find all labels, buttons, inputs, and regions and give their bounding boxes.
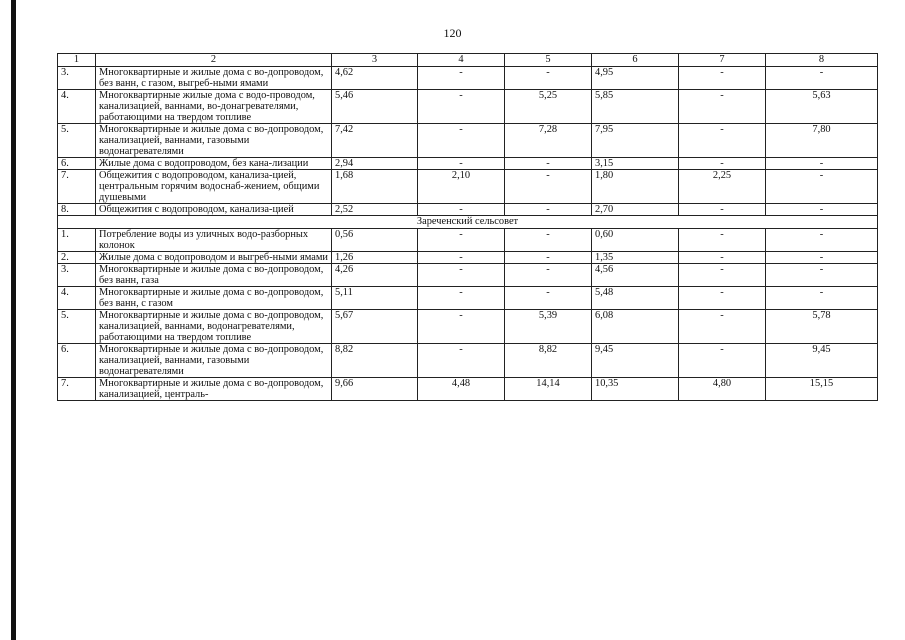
- value-col-4: -: [418, 90, 505, 124]
- row-number: 1.: [58, 229, 96, 252]
- row-number: 5.: [58, 124, 96, 158]
- row-number: 6.: [58, 158, 96, 170]
- value-col-5: 5,25: [505, 90, 592, 124]
- value-col-8: 5,63: [766, 90, 878, 124]
- col-header: 8: [766, 54, 878, 67]
- value-col-8: 5,78: [766, 310, 878, 344]
- value-col-4: -: [418, 124, 505, 158]
- value-col-3: 7,42: [332, 124, 418, 158]
- col-header: 6: [592, 54, 679, 67]
- table-row: [58, 124, 878, 158]
- table-row: [58, 287, 878, 310]
- value-col-8: -: [766, 67, 878, 90]
- value-col-3: 2,94: [332, 158, 418, 170]
- value-col-5: 14,14: [505, 378, 592, 401]
- value-col-7: -: [679, 124, 766, 158]
- table-row: [58, 229, 878, 252]
- value-col-4: 4,48: [418, 378, 505, 401]
- value-col-6: 5,48: [592, 287, 679, 310]
- value-col-3: 4,62: [332, 67, 418, 90]
- water-consumption-table: [57, 53, 878, 401]
- value-col-7: -: [679, 264, 766, 287]
- value-col-5: -: [505, 170, 592, 204]
- value-col-6: 6,08: [592, 310, 679, 344]
- value-col-3: 4,26: [332, 264, 418, 287]
- section-heading-row: [58, 216, 878, 229]
- value-col-3: 1,26: [332, 252, 418, 264]
- row-number: 6.: [58, 344, 96, 378]
- value-col-3: 0,56: [332, 229, 418, 252]
- value-col-4: -: [418, 204, 505, 216]
- table-row: [58, 310, 878, 344]
- row-description: Многоквартирные и жилые дома с во-допроводом, канализацией, ваннами, газовыми водонагревателями: [96, 344, 332, 378]
- value-col-8: -: [766, 204, 878, 216]
- value-col-3: 2,52: [332, 204, 418, 216]
- row-description: Многоквартирные и жилые дома с во-допроводом, без ванн, с газом, выгреб-ными ямами: [96, 67, 332, 90]
- table-row: [58, 204, 878, 216]
- value-col-4: -: [418, 310, 505, 344]
- row-description: Многоквартирные и жилые дома с во-допроводом, канализацией, централь-: [96, 378, 332, 401]
- value-col-4: -: [418, 264, 505, 287]
- scan-edge-bar: [11, 0, 16, 640]
- row-number: 7.: [58, 170, 96, 204]
- value-col-7: 2,25: [679, 170, 766, 204]
- value-col-4: 2,10: [418, 170, 505, 204]
- table-row: [58, 378, 878, 401]
- row-description: Потребление воды из уличных водо-разборных колонок: [96, 229, 332, 252]
- value-col-5: -: [505, 264, 592, 287]
- value-col-8: 9,45: [766, 344, 878, 378]
- value-col-7: -: [679, 310, 766, 344]
- value-col-6: 7,95: [592, 124, 679, 158]
- table-row: [58, 344, 878, 378]
- value-col-5: 8,82: [505, 344, 592, 378]
- value-col-4: -: [418, 287, 505, 310]
- value-col-3: 8,82: [332, 344, 418, 378]
- value-col-8: -: [766, 287, 878, 310]
- value-col-7: -: [679, 204, 766, 216]
- row-description: Многоквартирные и жилые дома с во-допроводом, без ванн, с газом: [96, 287, 332, 310]
- value-col-4: -: [418, 67, 505, 90]
- value-col-6: 1,80: [592, 170, 679, 204]
- row-number: 5.: [58, 310, 96, 344]
- section-title: Зареченский сельсовет: [58, 216, 878, 229]
- row-description: Многоквартирные и жилые дома с во-допроводом, канализацией, ваннами, газовыми водонагревателями: [96, 124, 332, 158]
- col-header: 5: [505, 54, 592, 67]
- value-col-4: -: [418, 158, 505, 170]
- table-row: [58, 170, 878, 204]
- row-number: 4.: [58, 90, 96, 124]
- row-description: Общежития с водопроводом, канализа-цией, центральным горячим водоснаб-жением, общими душевыми: [96, 170, 332, 204]
- table-row: [58, 158, 878, 170]
- value-col-6: 10,35: [592, 378, 679, 401]
- value-col-3: 5,46: [332, 90, 418, 124]
- value-col-6: 1,35: [592, 252, 679, 264]
- col-header: 7: [679, 54, 766, 67]
- table-section-a: [58, 67, 878, 216]
- row-description: Многоквартирные и жилые дома с во-допроводом, канализацией, ваннами, водонагревателями, работающими на твердом топливе: [96, 310, 332, 344]
- value-col-7: 4,80: [679, 378, 766, 401]
- row-description: Жилые дома с водопроводом, без кана-лизации: [96, 158, 332, 170]
- value-col-7: -: [679, 67, 766, 90]
- value-col-6: 4,56: [592, 264, 679, 287]
- value-col-5: -: [505, 158, 592, 170]
- value-col-4: -: [418, 229, 505, 252]
- table-section-b: [58, 229, 878, 401]
- row-number: 3.: [58, 67, 96, 90]
- value-col-3: 5,67: [332, 310, 418, 344]
- row-number: 4.: [58, 287, 96, 310]
- value-col-6: 4,95: [592, 67, 679, 90]
- row-description: Многоквартирные и жилые дома с во-допроводом, без ванн, газа: [96, 264, 332, 287]
- value-col-8: -: [766, 229, 878, 252]
- row-number: 7.: [58, 378, 96, 401]
- value-col-5: 5,39: [505, 310, 592, 344]
- value-col-8: -: [766, 264, 878, 287]
- row-description: Жилые дома с водопроводом и выгреб-ными ямами: [96, 252, 332, 264]
- value-col-8: 15,15: [766, 378, 878, 401]
- value-col-7: -: [679, 158, 766, 170]
- value-col-7: -: [679, 287, 766, 310]
- value-col-4: -: [418, 344, 505, 378]
- value-col-6: 5,85: [592, 90, 679, 124]
- value-col-3: 9,66: [332, 378, 418, 401]
- column-number-row: [58, 54, 878, 67]
- value-col-8: -: [766, 252, 878, 264]
- col-header: 1: [58, 54, 96, 67]
- table-row: [58, 67, 878, 90]
- value-col-8: -: [766, 170, 878, 204]
- value-col-7: -: [679, 252, 766, 264]
- value-col-6: 3,15: [592, 158, 679, 170]
- value-col-7: -: [679, 229, 766, 252]
- value-col-6: 2,70: [592, 204, 679, 216]
- table-row: [58, 264, 878, 287]
- value-col-5: 7,28: [505, 124, 592, 158]
- row-number: 3.: [58, 264, 96, 287]
- value-col-8: -: [766, 158, 878, 170]
- row-number: 2.: [58, 252, 96, 264]
- page-number: 120: [443, 26, 462, 40]
- value-col-5: -: [505, 204, 592, 216]
- col-header: 4: [418, 54, 505, 67]
- value-col-6: 0,60: [592, 229, 679, 252]
- value-col-7: -: [679, 90, 766, 124]
- row-number: 8.: [58, 204, 96, 216]
- value-col-5: -: [505, 229, 592, 252]
- row-description: Общежития с водопроводом, канализа-цией: [96, 204, 332, 216]
- col-header: 2: [96, 54, 332, 67]
- value-col-8: 7,80: [766, 124, 878, 158]
- table-row: [58, 90, 878, 124]
- value-col-5: -: [505, 252, 592, 264]
- value-col-3: 1,68: [332, 170, 418, 204]
- value-col-7: -: [679, 344, 766, 378]
- value-col-3: 5,11: [332, 287, 418, 310]
- col-header: 3: [332, 54, 418, 67]
- value-col-5: -: [505, 287, 592, 310]
- table-row: [58, 252, 878, 264]
- value-col-4: -: [418, 252, 505, 264]
- row-description: Многоквартирные жилые дома с водо-проводом, канализацией, ваннами, во-донагревателями, работающими на твердом топливе: [96, 90, 332, 124]
- value-col-5: -: [505, 67, 592, 90]
- value-col-6: 9,45: [592, 344, 679, 378]
